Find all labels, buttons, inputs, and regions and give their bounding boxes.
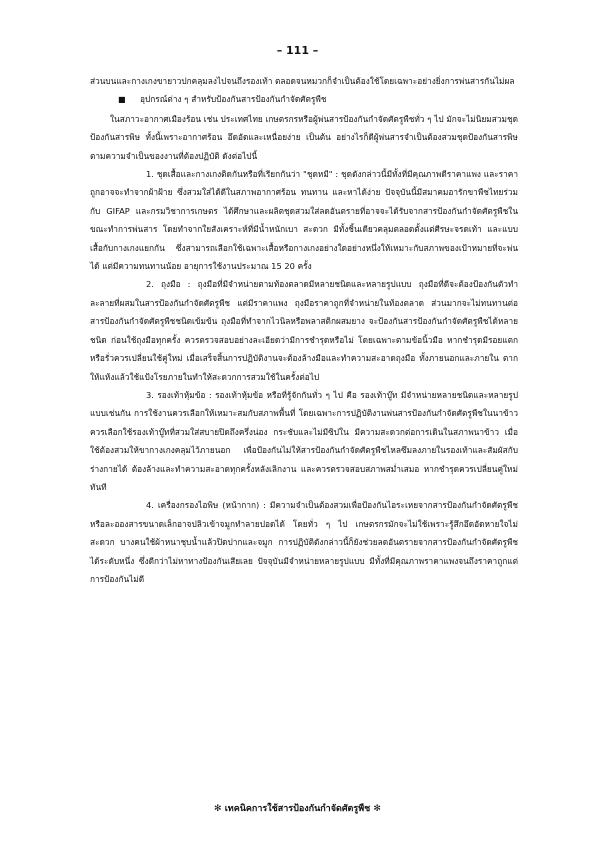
paragraph-intro: ในสภาวะอากาศเมืองร้อน เช่น ประเทศไทย เกษตรกรหรือผู้พ่นสารป้องกันกำจัดศัตรูพืชทั่ว ๆ ไป มักจะไม่นิยมสวมชุดป้องกันสารพิษ ทั้งนี้เพราะอากาศร้อน อึดอัดและเหนื่อยง่าย เป็นต้น อย่างไรก็ดีผู้พ่นสารจำเป็นต้องสวมชุดป้องกันสารพิษตามความจำเป็นของงานที่ต้องปฏิบัติ ดังต่อไปนี้ <box>90 113 518 161</box>
section-heading-text: อุปกรณ์ต่าง ๆ สำหรับป้องกันสารป้องกันกำจัดศัตรูพืช <box>140 94 327 105</box>
page-number: – 111 – <box>276 44 319 57</box>
paragraph-continuation: ส่วนบนและกางเกงขายาวปกคลุมลงไปจนถึงรองเท้า ตลอดจนหมวกก็จำเป็นต้องใช้โดยเฉพาะอย่างยิ่งการพ่นสารกันไม่ผล <box>90 76 515 86</box>
list-item-gloves: 2. ถุงมือ : ถุงมือที่มีจำหน่ายตามท้องตลาดมีหลายชนิดและหลายรูปแบบ ถุงมือที่ดีจะต้องป้องกันตัวทำละลายที่ผสมในสารป้องกันกำจัดศัตรูพืช แต่มีราคาแพง ถุงมือราคาถูกที่จำหน่ายในท้องตลาด ส่วนมากจะไม่ทนทานต่อสารป้องกันกำจัดศัตรูพืชชนิดเข้มข้น ถุงมือที่ทำจากไวนิลหรือพลาสติกผสมยาง จะป้องกันสารป้องกันกำจัดศัตรูพืชได้หลายชนิด ก่อนใช้ถุงมือทุกครั้ง ควรตรวจสอบอย่างละเอียดว่ามีการชำรุดหรือไม่ โดยเฉพาะตามข้อนิ้วมือ หากชำรุดมีรอยแตกหรือรั่วควรเปลี่ยนใช้คู่ใหม่ เมื่อเสร็จสิ้นการปฏิบัติงานจะต้องล้างมือและทำความสะอาดถุงมือ ทั้งภายนอกและภายใน ตากให้แห้งแล้วใช้แป้งโรยภายในทำให้สะดวกการสวมใช้ในครั้งต่อไป <box>90 279 518 382</box>
list-item-boots: 3. รองเท้าหุ้มข้อ : รองเท้าหุ้มข้อ หรือที่รู้จักกันทั่ว ๆ ไป คือ รองเท้าบู๊ท มีจำหน่ายหลายชนิดและหลายรูปแบบเช่นกัน การใช้งานควรเลือกให้เหมาะสมกับสภาพพื้นที่ โดยเฉพาะการปฏิบัติงานพ่นสารป้องกันกำจัดศัตรูพืชในนาข้าว ควรเลือกใช้รองเท้าบู๊ทที่สวมใส่สบายปิดถึงครึ่งน่อง กระชับและไม่มีซิปใน มีความสะดวกต่อการเดินในสภาพนาข้าว เมื่อใช้ต้องสวมให้ขากางเกงคลุมไว้ภายนอก เพื่อป้องกันไม่ให้สารป้องกันกำจัดศัตรูพืชไหลซึมลงภายในรองเท้าและสัมผัสกับร่างกายได้ ต้องล้างและทำความสะอาดทุกครั้งหลังเลิกงาน และควรตรวจสอบสภาพสม่ำเสมอ หากชำรุดควรเปลี่ยนคู่ใหม่ทันที <box>90 389 518 492</box>
square-bullet-icon: ■ <box>118 95 126 105</box>
section-heading <box>90 90 518 109</box>
list-item-respirator: 4. เครื่องกรองไอพิษ (หน้ากาก) : มีความจำเป็นต้องสวมเพื่อป้องกันไอระเหยจากสารป้องกันกำจัดศัตรูพืช หรือละอองสารขนาดเล็กอาจปลิวเข้าจมูกทำลายปอดได้ โดยทั่ว ๆ ไป เกษตรกรมักจะไม่ใช้เพราะรู้สึกอึดอัดหายใจไม่สะดวก บางคนใช้ผ้าหนาชุบน้ำแล้วปิดปากและจมูก การปฏิบัติดังกล่าวนี้ก็ยังช่วยลดอันตรายจากสารป้องกันกำจัดศัตรูพืชได้ระดับหนึ่ง ซึ่งดีกว่าไม่หาทางป้องกันเสียเลย ปัจจุบันมีจำหน่ายหลายรูปแบบ มีทั้งที่มีคุณภาพราคาแพงจนถึงราคาถูกแต่การป้องกันไม่ดี <box>90 500 518 584</box>
page-footer: ✻ เทคนิคการใช้สารป้องกันกำจัดศัตรูพืช ✻ <box>214 804 381 814</box>
list-item-coverall: 1. ชุดเสื้อและกางเกงติดกันหรือที่เรียกกันว่า "ชุดหมี" : ชุดดังกล่าวนี้มีทั้งที่มีคุณภาพดีราคาแพง และราคาถูกอาจจะทำจากผ้าฝ้าย ซึ่งสวมใส่ได้ดีในสภาพอากาศร้อน ทนทาน และหาได้ง่าย ปัจจุบันนี้มีสมาคมอารักขาพืชไทยร่วมกับ GIFAP และกรมวิชาการเกษตร ได้ศึกษาและผลิตชุดสวมใส่ลดอันตรายที่อาจจะได้รับจากสารป้องกันกำจัดศัตรูพืชในขณะทำการพ่นสาร โดยทำจากใยสังเคราะห์ที่มีน้ำหนักเบา สะดวก มีทั้งชิ้นเดียวคลุมตลอดตั้งแต่ศีรษะจรดเท้า และแบบเสื้อกับกางเกงแยกกัน ซึ่งสามารถเลือกใช้เฉพาะเสื้อหรือกางเกงอย่างใดอย่างหนึ่งให้เหมาะกับสภาพของเป้าหมายที่จะพ่นได้ แต่มีความทนทานน้อย อายุการใช้งานประมาณ 15 20 ครั้ง <box>90 169 518 272</box>
document-body <box>90 72 518 588</box>
